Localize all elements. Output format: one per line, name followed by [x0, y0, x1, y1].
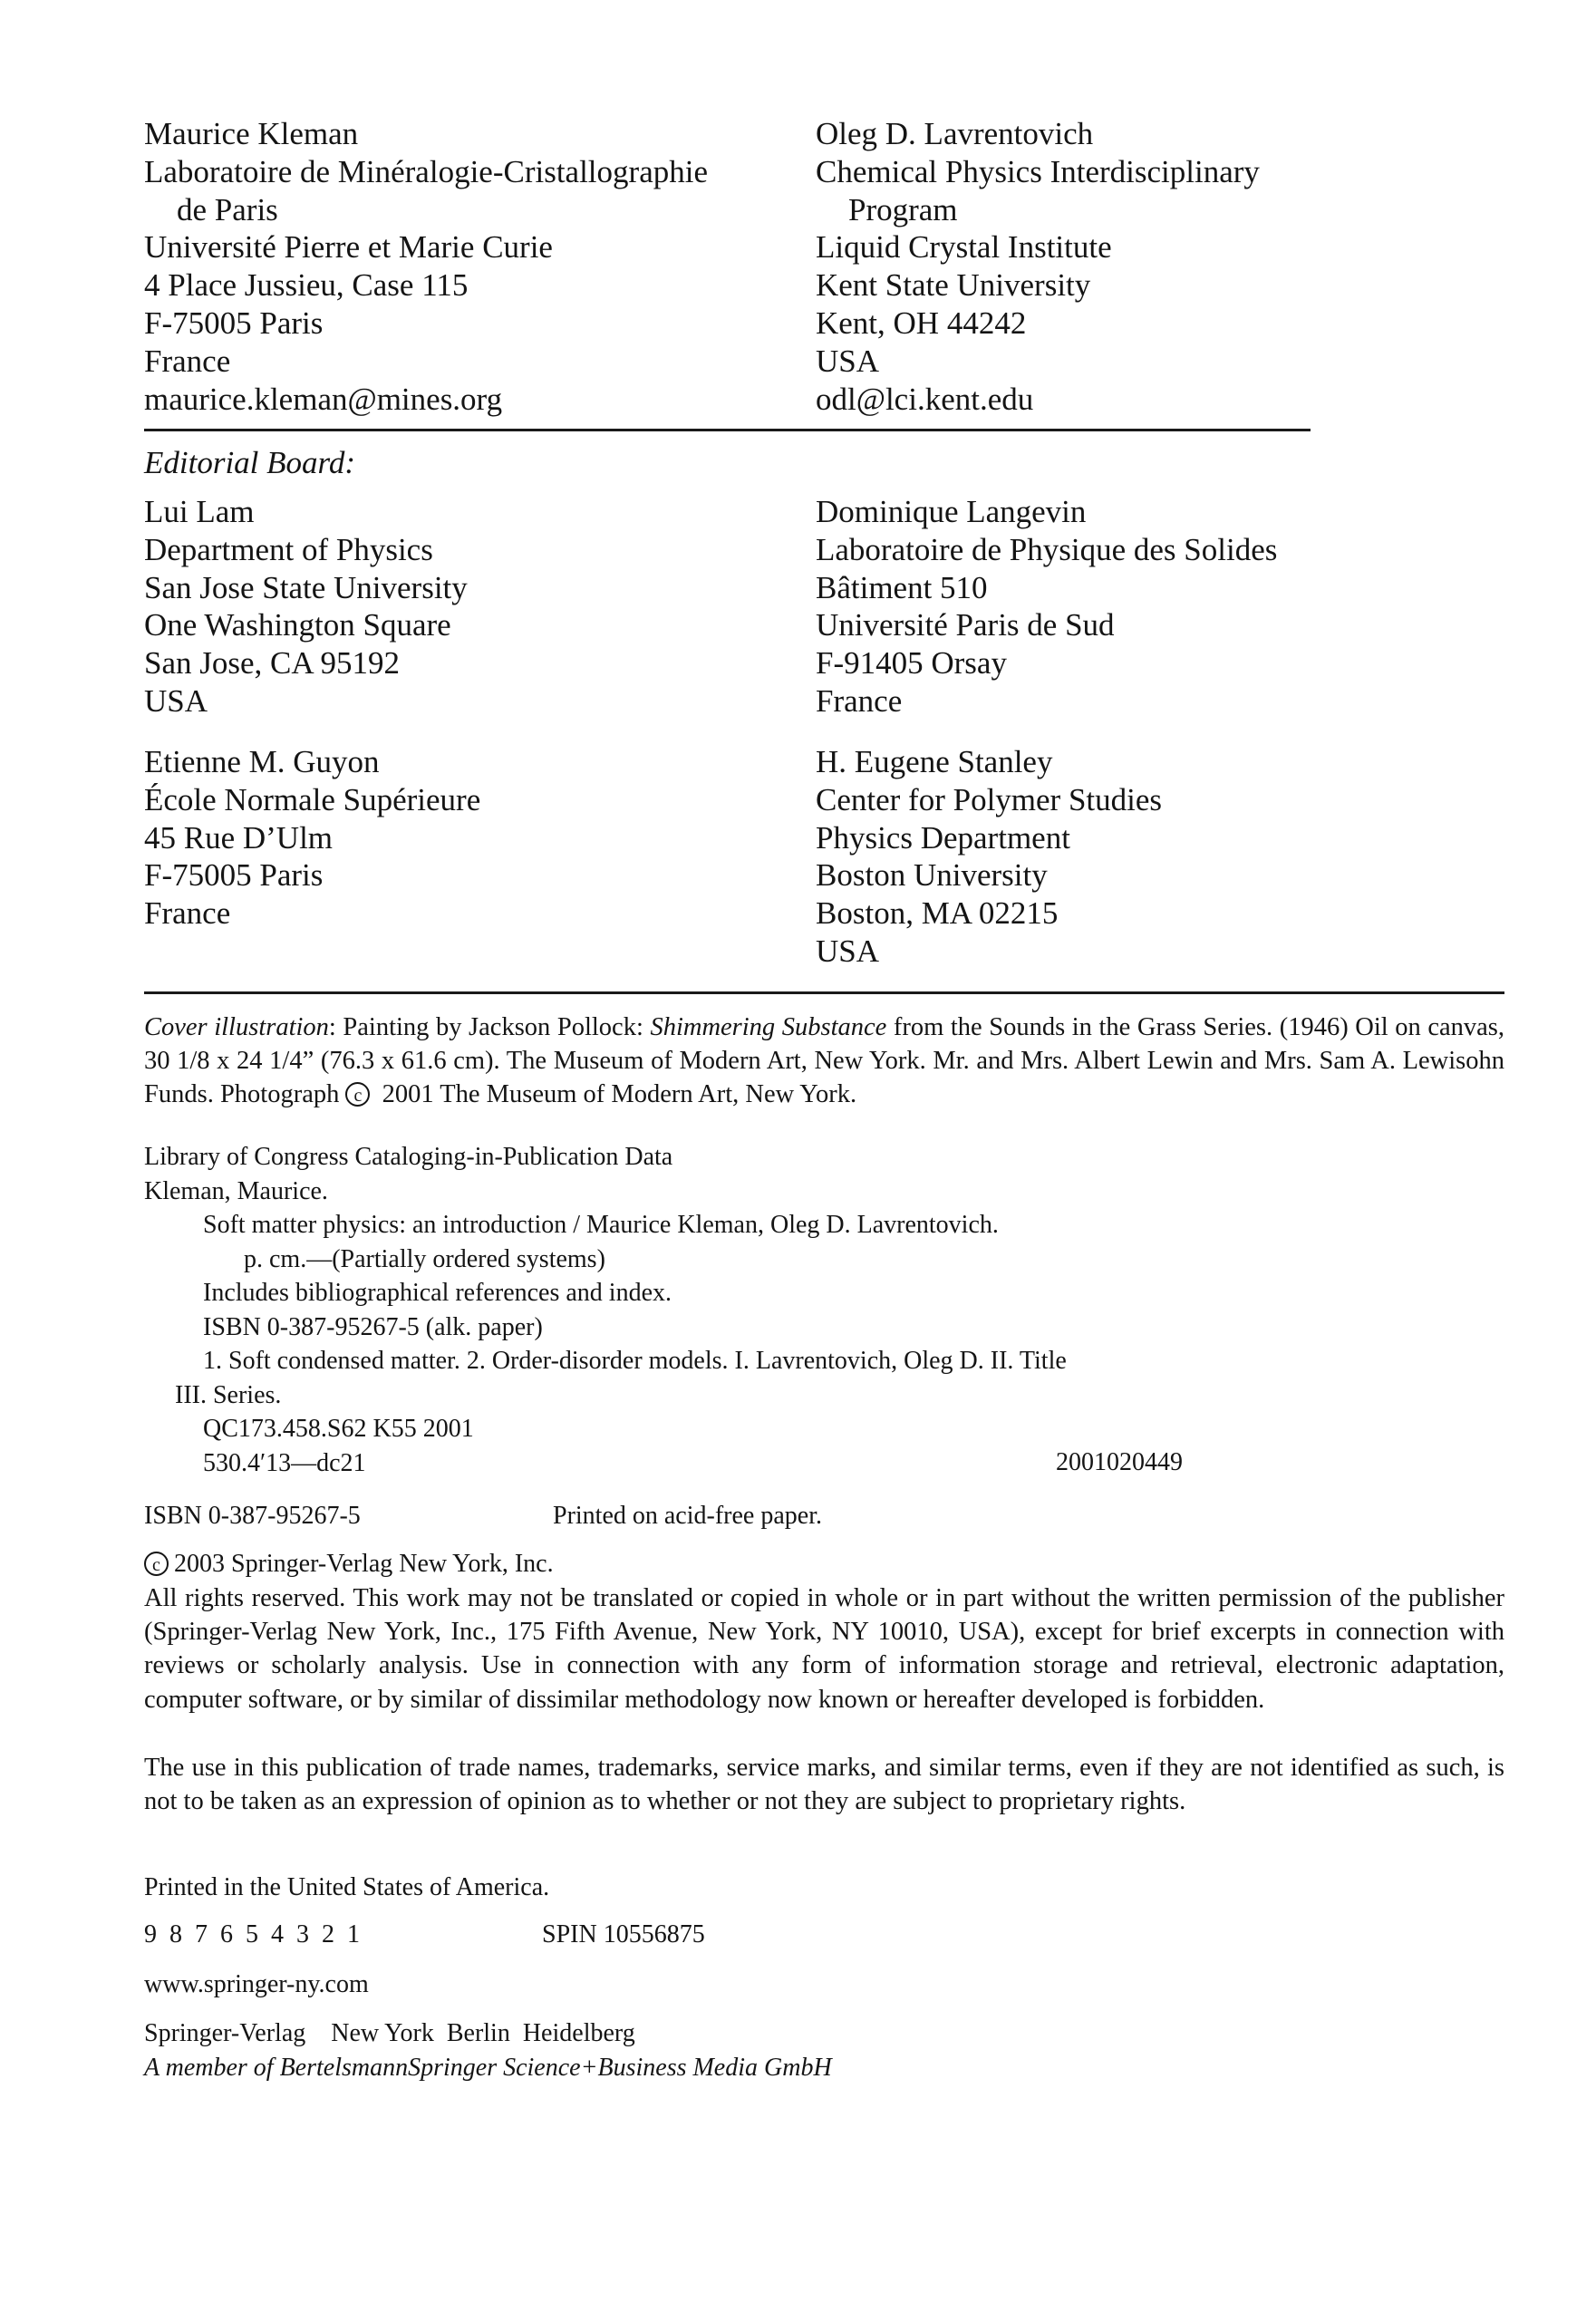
editorial-board-heading: Editorial Board: [144, 445, 356, 480]
cover-painting-title: Shimmering Substance [650, 1013, 887, 1041]
cover-text: from the Sounds in the Grass Series. (1946) Oil on canvas, 30 1/8 x 24 1/4” (76.3 x 61.6 cm). The Museum of Modern Art, New York. Mr. and Mrs. Albert Lewin and Mrs. Sam A. Lewisohn Funds. Photograph [144, 1013, 1504, 1109]
divider [144, 991, 1504, 994]
publisher-member: A member of BertelsmannSpringer Science+Business Media GmbH [144, 2054, 832, 2082]
cip-line: Includes bibliographical references and index. [203, 1279, 672, 1307]
address-line: USA [816, 933, 880, 969]
isbn-number: ISBN 0-387-95267-5 [144, 1502, 361, 1530]
board-member-stanley [816, 743, 1162, 971]
copyright-symbol-icon: c [144, 1552, 169, 1576]
address-line: One Washington Square [144, 607, 451, 643]
spin-number: SPIN 10556875 [542, 1920, 705, 1948]
address-line: USA [816, 343, 880, 379]
address-line: San Jose, CA 95192 [144, 645, 400, 682]
email-link[interactable]: maurice.kleman@mines.org [144, 381, 503, 417]
copyright-symbol-icon: c [345, 1082, 370, 1107]
cip-classification: 530.4′13—dc21 [203, 1448, 366, 1477]
address-line: Program [848, 191, 958, 227]
printing-number-line: 9 8 7 6 5 4 3 2 1 [144, 1920, 360, 1948]
cover-illustration-credit [144, 1010, 1504, 1112]
cover-text: : Painting by Jackson Pollock: [328, 1013, 651, 1041]
address-line: F-75005 Paris [144, 305, 324, 341]
address-line: Lui Lam [144, 494, 255, 529]
address-line: Center for Polymer Studies [816, 781, 1163, 817]
address-line: Liquid Crystal Institute [816, 229, 1112, 266]
acid-free-note: Printed on acid-free paper. [553, 1502, 822, 1530]
rights-paragraph: All rights reserved. This work may not be translated or copied in whole or in part without the written permission of the publisher (Springer-Verlag New York, Inc., 175 Fifth Avenue, New York, NY 10010, USA), except for brief excerpts in connection with reviews or scholarly analysis. Use in connection with any form of information storage and retrieval, electronic adaptation, computer software, or by similar of dissimilar methodology now known or hereafter developed is forbidden. [144, 1584, 1504, 1714]
address-line: Kent, OH 44242 [816, 305, 1027, 341]
address-line: Boston, MA 02215 [816, 895, 1059, 932]
address-line: France [144, 343, 231, 379]
printed-in: Printed in the United States of America. [144, 1873, 550, 1901]
address-line: Maurice Kleman [144, 116, 359, 151]
website-link[interactable]: www.springer-ny.com [144, 1970, 369, 1998]
address-line: Boston University [816, 857, 1048, 894]
address-line: Department of Physics [144, 531, 433, 567]
address-line: Laboratoire de Physique des Solides [816, 531, 1278, 567]
divider [144, 429, 1311, 431]
address-line: F-75005 Paris [144, 857, 324, 894]
address-line: Laboratoire de Minéralogie-Cristallographie [144, 153, 708, 189]
cover-text: 2001 The Museum of Modern Art, New York. [375, 1080, 857, 1109]
address-line: San Jose State University [144, 569, 468, 605]
cip-line: p. cm.—(Partially ordered systems) [244, 1244, 605, 1273]
cip-lccn: 2001020449 [1056, 1448, 1183, 1476]
board-member-lam [144, 493, 468, 720]
cip-line: 1. Soft condensed matter. 2. Order-disorder models. I. Lavrentovich, Oleg D. II. Title [203, 1347, 1067, 1375]
address-line: 4 Place Jussieu, Case 115 [144, 267, 469, 304]
address-line: F-91405 Orsay [816, 645, 1007, 682]
address-line: 45 Rue D’Ulm [144, 819, 334, 856]
copyright-text: 2003 Springer-Verlag New York, Inc. [174, 1550, 554, 1578]
cip-line: QC173.458.S62 K55 2001 [203, 1415, 474, 1443]
cip-data [144, 1140, 1067, 1480]
author-kleman-address [144, 115, 708, 418]
address-line: Bâtiment 510 [816, 569, 988, 605]
copyright-line [144, 1547, 554, 1581]
address-line: France [144, 895, 231, 932]
address-line: Chemical Physics Interdisciplinary [816, 153, 1260, 189]
publisher-name: Springer-Verlag [144, 2019, 306, 2047]
trademark-paragraph: The use in this publication of trade names, trademarks, service marks, and similar terms, even if they are not identified as such, is not to be taken as an expression of opinion as to whether or not they are subject to proprietary rights. [144, 1754, 1504, 1816]
board-member-langevin [816, 493, 1277, 720]
email-link[interactable]: odl@lci.kent.edu [816, 381, 1034, 417]
address-line: École Normale Supérieure [144, 781, 481, 817]
cip-line: Soft matter physics: an introduction / Maurice Kleman, Oleg D. Lavrentovich. [203, 1211, 999, 1239]
cip-line: ISBN 0-387-95267-5 (alk. paper) [203, 1312, 543, 1341]
cip-line: Kleman, Maurice. [144, 1176, 328, 1205]
address-line: USA [144, 682, 208, 719]
address-line: Université Pierre et Marie Curie [144, 229, 553, 266]
address-line: Université Paris de Sud [816, 607, 1115, 643]
publisher-cities: New York Berlin Heidelberg [331, 2019, 635, 2047]
address-line: Physics Department [816, 819, 1070, 856]
cover-label: Cover illustration [144, 1013, 329, 1041]
author-lavrentovich-address [816, 115, 1260, 418]
board-member-guyon [144, 743, 480, 933]
address-line: Dominique Langevin [816, 494, 1087, 529]
address-line: France [816, 682, 903, 719]
address-line: H. Eugene Stanley [816, 744, 1053, 779]
cip-line: Library of Congress Cataloging-in-Publication Data [144, 1143, 673, 1171]
cip-line: III. Series. [175, 1380, 282, 1409]
address-line: Oleg D. Lavrentovich [816, 116, 1094, 151]
publisher-line [144, 2016, 635, 2051]
address-line: Etienne M. Guyon [144, 744, 380, 779]
address-line: Kent State University [816, 267, 1091, 304]
address-line: de Paris [177, 191, 278, 227]
